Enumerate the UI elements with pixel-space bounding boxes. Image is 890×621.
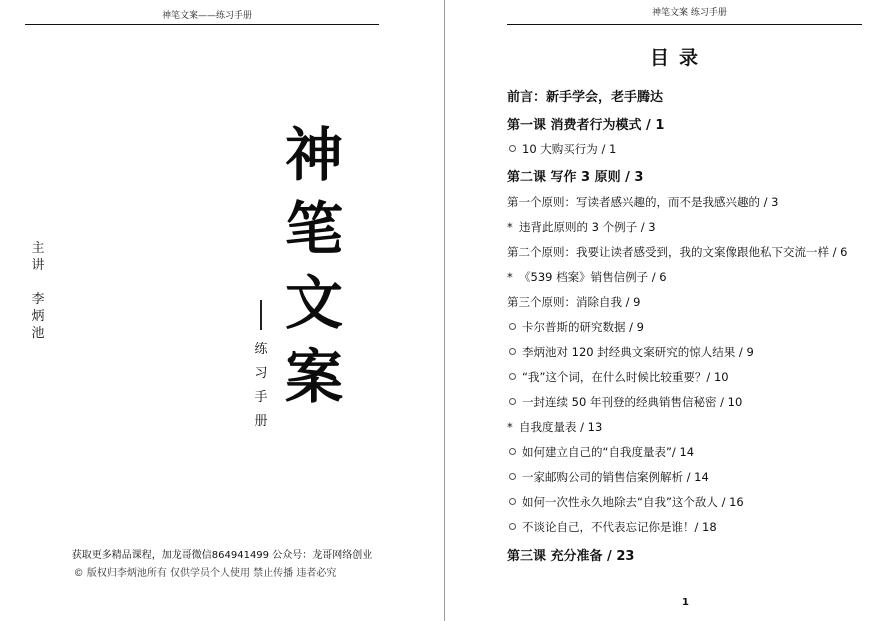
toc-item[interactable]: * 违背此原则的 3 个例子 / 3 [507, 220, 656, 234]
toc-item[interactable]: 第二个原则：我要让读者感受到，我的文案像跟他私下交流一样 / 6 [507, 245, 848, 259]
asterisk-icon: * [507, 220, 513, 234]
toc-page [445, 0, 890, 621]
toc-item[interactable]: “我”这个词，在什么时候比较重要？/ 10 [507, 369, 729, 385]
toc-item[interactable]: * 《539 档案》销售信例子 / 6 [507, 270, 667, 284]
toc-heading[interactable]: 第三课 充分准备 / 23 [507, 549, 635, 564]
toc-heading[interactable]: 前言：新手学会，老手腾达 [507, 90, 664, 105]
toc-item[interactable]: 卡尔普斯的研究数据 / 9 [507, 319, 644, 335]
subtitle-char: 手 [254, 390, 268, 405]
copyright-footer: © 版权归李炳池所有 仅供学员个人使用 禁止传播 违者必究 [73, 568, 337, 579]
toc-item[interactable]: 如何一次性永久地除去“自我”这个敌人 / 16 [507, 494, 744, 510]
bullet-icon [509, 523, 516, 530]
author-name-char: 李 [31, 292, 45, 307]
toc-heading[interactable]: 第二课 写作 3 原则 / 3 [507, 170, 644, 185]
bullet-icon [509, 448, 516, 455]
calligraphy-title [282, 118, 346, 414]
title-char: 文 [284, 269, 343, 337]
subtitle-char: 册 [254, 414, 268, 429]
toc-item[interactable]: 10 大购买行为 / 1 [507, 141, 616, 157]
title-char: 案 [284, 343, 343, 411]
bullet-icon [509, 373, 516, 380]
author-name-char: 炳 [31, 309, 45, 324]
page-number: 1 [682, 597, 689, 608]
running-header: 神笔文案——练习手册 [162, 11, 253, 21]
bullet-icon [509, 498, 516, 505]
author-label-char: 讲 [31, 258, 45, 273]
header-rule [25, 24, 379, 25]
toc-heading[interactable]: 第一课 消费者行为模式 / 1 [507, 118, 665, 133]
bullet-icon [509, 323, 516, 330]
bullet-icon [509, 145, 516, 152]
cover-page [0, 0, 444, 621]
toc-item[interactable]: 一家邮购公司的销售信案例解析 / 14 [507, 469, 709, 485]
bullet-icon [509, 348, 516, 355]
promo-footer: 获取更多精品课程，加龙哥微信864941499 公众号：龙哥网络创业 [71, 550, 373, 561]
asterisk-icon: * [507, 420, 513, 434]
toc-item[interactable]: 如何建立自己的“自我度量表”/ 14 [507, 444, 694, 460]
toc-item[interactable]: 一封连续 50 年刊登的经典销售信秘密 / 10 [507, 394, 742, 410]
header-rule [507, 24, 862, 25]
subtitle-char: 习 [254, 366, 268, 381]
author-label-char: 主 [31, 241, 45, 256]
bullet-icon [509, 398, 516, 405]
toc-item[interactable]: * 自我度量表 / 13 [507, 420, 603, 434]
toc-item[interactable]: 不谈论自己，不代表忘记你是谁！/ 18 [507, 519, 717, 535]
running-header: 神笔文案 练习手册 [652, 8, 727, 18]
toc-item[interactable]: 第三个原则：消除自我 / 9 [507, 295, 641, 309]
title-char: 神 [284, 121, 343, 189]
toc-item[interactable]: 李炳池对 120 封经典文案研究的惊人结果 / 9 [507, 344, 754, 360]
bullet-icon [509, 473, 516, 480]
subtitle [253, 338, 269, 434]
author-name-char: 池 [31, 326, 45, 341]
toc-item[interactable]: 第一个原则：写读者感兴趣的，而不是我感兴趣的 / 3 [507, 195, 779, 209]
asterisk-icon: * [507, 270, 513, 284]
title-char: 笔 [284, 195, 343, 263]
subtitle-bar [260, 300, 262, 330]
subtitle-char: 练 [254, 342, 268, 357]
author-block [30, 240, 46, 342]
toc-title: 目录 [650, 47, 709, 69]
